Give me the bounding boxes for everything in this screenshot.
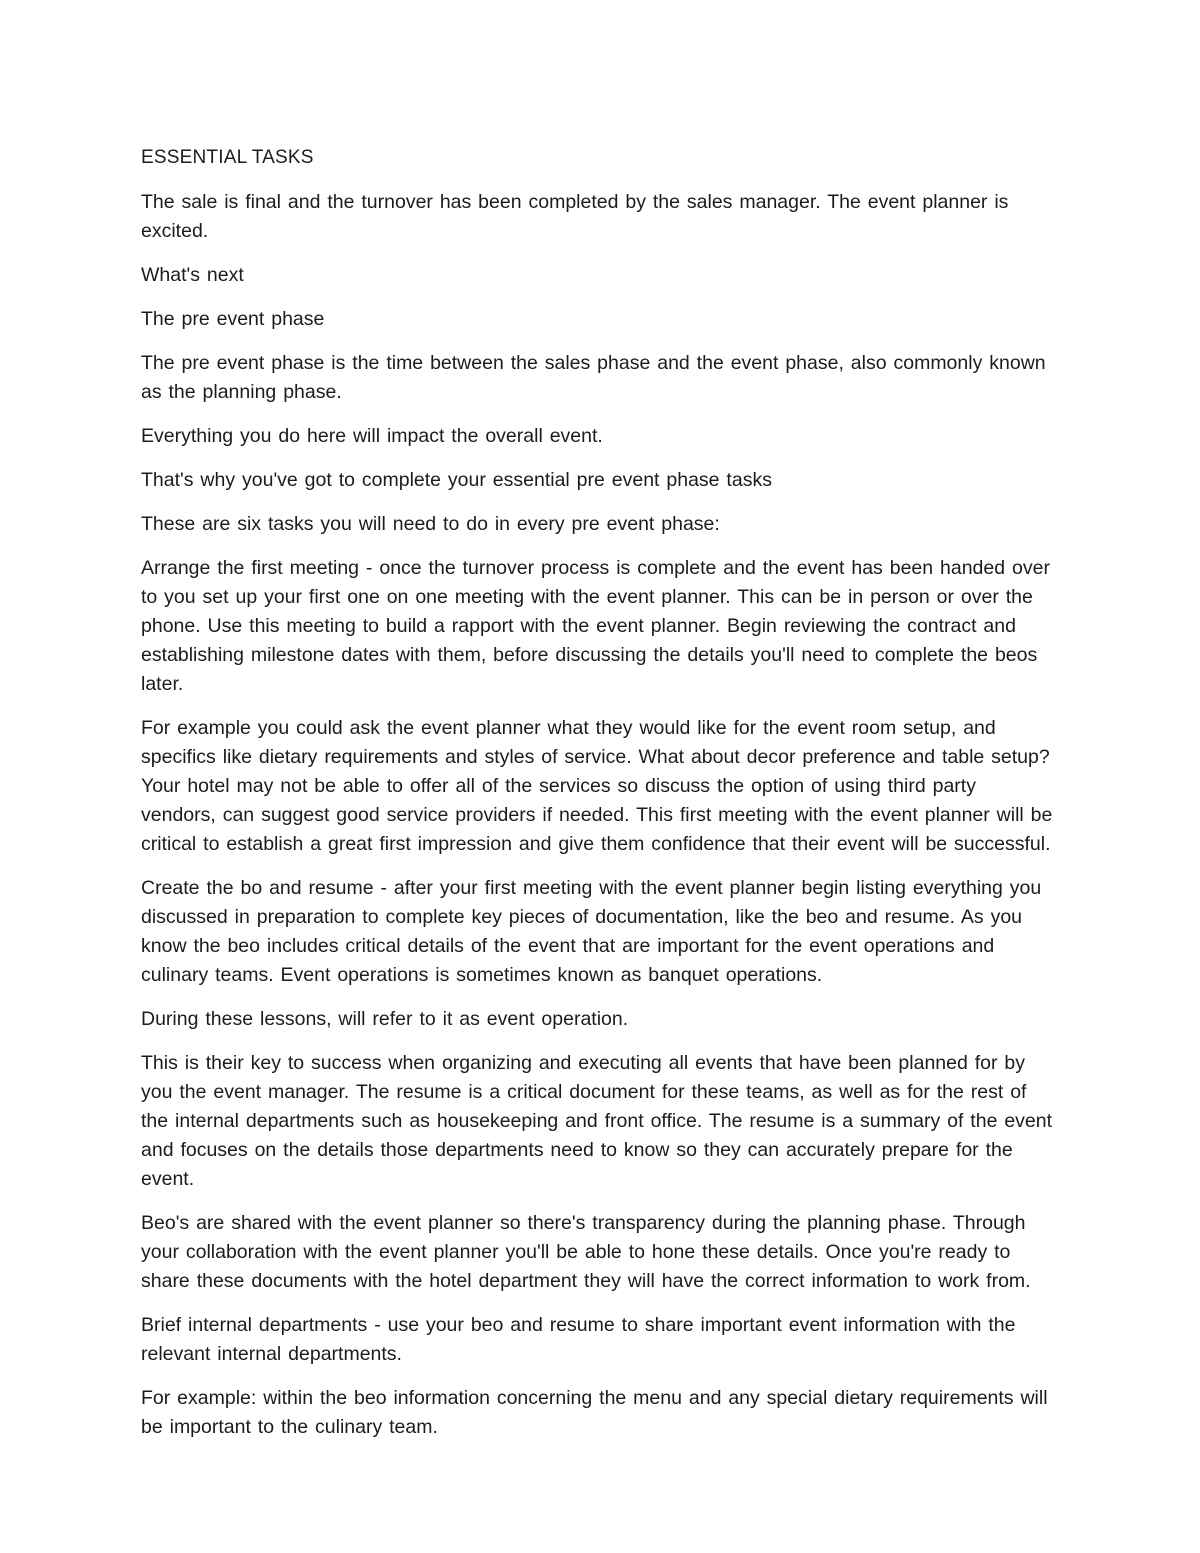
document-title: ESSENTIAL TASKS <box>141 147 314 168</box>
paragraph: What's next <box>141 264 244 286</box>
paragraph: For example: within the beo information concerning the menu and any special dietary requirements will be important to the culinary team. <box>141 1387 1048 1438</box>
document-body <box>141 188 1053 1442</box>
paragraph: Create the bo and resume - after your first meeting with the event planner begin listing everything you discussed in preparation to complete key pieces of documentation, like the beo and resume. As you know the beo includes critical details of the event that are important for the event operations and culinary teams. Event operations is sometimes known as banquet operations. <box>141 877 1042 986</box>
paragraph: Everything you do here will impact the overall event. <box>141 425 603 447</box>
paragraph: The pre event phase <box>141 308 325 330</box>
paragraph: Beo's are shared with the event planner so there's transparency during the planning phase. Through your collaboration with the event planner you'll be able to hone these details. Once you're ready to share these documents with the hotel department they will have the correct information to work from. <box>141 1212 1031 1292</box>
paragraph: For example you could ask the event planner what they would like for the event room setup, and specifics like dietary requirements and styles of service. What about decor preference and table setup? Your hotel may not be able to offer all of the services so discuss the option of using third party vendors, can suggest good service providers if needed. This first meeting with the event planner will be critical to establish a great first impression and give them confidence that their event will be successful. <box>141 717 1053 855</box>
paragraph: The sale is final and the turnover has been completed by the sales manager. The event planner is excited. <box>141 191 1009 242</box>
paragraph: This is their key to success when organizing and executing all events that have been planned for by you the event manager. The resume is a critical document for these teams, as well as for the rest of the internal departments such as housekeeping and front office. The resume is a summary of the event and focuses on the details those departments need to know so they can accurately prepare for the event. <box>141 1052 1053 1190</box>
paragraph: The pre event phase is the time between the sales phase and the event phase, also commonly known as the planning phase. <box>141 352 1046 403</box>
paragraph: Arrange the first meeting - once the turnover process is complete and the event has been handed over to you set up your first one on one meeting with the event planner. This can be in person or over the phone. Use this meeting to build a rapport with the event planner. Begin reviewing the contract and establishing milestone dates with them, before discussing the details you'll need to complete the beos later. <box>141 557 1050 695</box>
paragraph: These are six tasks you will need to do in every pre event phase: <box>141 513 720 535</box>
paragraph: That's why you've got to complete your essential pre event phase tasks <box>141 469 772 491</box>
paragraph: Brief internal departments - use your beo and resume to share important event information with the relevant internal departments. <box>141 1314 1016 1365</box>
paragraph: During these lessons, will refer to it as event operation. <box>141 1008 629 1030</box>
